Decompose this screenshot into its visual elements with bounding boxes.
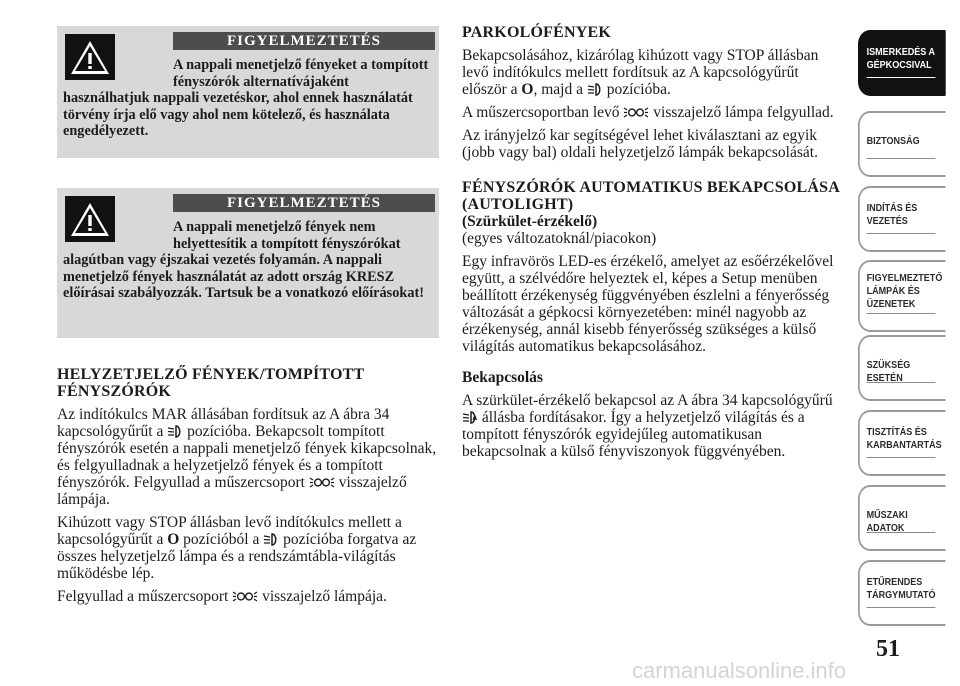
warning-triangle-icon [65, 34, 115, 80]
warning-body-text: alagútban vagy éjszakai vezetés folyamán. A nappali menetjelző fények használatát az adott ország KRESZ előírásai szabályozzák. Tartsuk be a vonatkozó előírásokat! [63, 252, 425, 301]
position-lights-icon [232, 590, 258, 603]
tab-maintenance[interactable]: TISZTÍTÁS ÉS KARBANTARTÁS [858, 410, 946, 476]
off-position-symbol: O [167, 531, 180, 548]
paragraph: Felgyullad a műszercsoport visszajelző lámpája. [57, 588, 387, 605]
warning-box-1 [57, 26, 439, 158]
tab-index[interactable]: ETŰRENDES TÁRGYMUTATÓ [858, 560, 946, 626]
paragraph: A szürkület-érzékelő bekapcsol az A ábra 34 kapcsológyűrű A állásba fordításakor. Így a helyzetjelző világítás és a tompított fényszórók egyidejűleg automatikusan bekapcsolnak a külső fényviszonyok függvényében. [462, 392, 833, 460]
warning-body-text: használhatjuk nappali vezetéskor, ahol ennek használatát törvény írja elő vagy ahol nem kötelező, és használata engedélyezett. [63, 90, 413, 139]
auto-light-icon [462, 411, 478, 424]
warning-box-2 [57, 188, 439, 338]
section-heading-parking-lights: PARKOLÓFÉNYEK [462, 24, 611, 41]
tab-safety[interactable]: BIZTONSÁG [858, 111, 946, 177]
off-position-symbol: O [521, 81, 534, 98]
tab-emergency[interactable]: SZÜKSÉG ESETÉN [858, 335, 946, 401]
right-column [462, 24, 847, 460]
position-lights-icon [309, 476, 335, 489]
subheading: (Szürkület-érzékelő) [462, 213, 598, 230]
warning-lead-text: A nappali menetjelző fényeket a tompított fényszórók alternatívájaként [173, 57, 429, 90]
svg-text:A: A [472, 415, 478, 422]
position-lights-icon [623, 106, 649, 119]
paragraph: Az indítókulcs MAR állásában fordítsuk az A ábra 34 kapcsológyűrűt a pozícióba. Bekapcsolt tompított fényszórók esetén a nappali menetjelző fények kikapcsolnak, és felgyulladnak a helyzetjelző fények és a tompított fényszórók. Felgyullad a műszercsoport visszajelző lámpája. [57, 406, 437, 508]
left-column [57, 366, 441, 605]
tab-starting-and-driving[interactable]: INDÍTÁS ÉS VEZETÉS [858, 186, 946, 252]
low-beam-icon [263, 533, 279, 546]
tab-warning-lights[interactable]: FIGYELMEZTETŐ LÁMPÁK ÉS ÜZENETEK [858, 260, 946, 332]
section-heading-position-lights: HELYZETJELZŐ FÉNYEK/TOMPÍTOTT FÉNYSZÓRÓK [57, 366, 365, 400]
paragraph: A műszercsoportban levő visszajelző lámpa felgyullad. [462, 104, 834, 121]
variant-note: (egyes változatoknál/piacokon) [462, 230, 657, 247]
page-number: 51 [876, 636, 900, 662]
low-beam-icon [587, 83, 603, 96]
warning-triangle-icon [65, 196, 115, 242]
paragraph: Kihúzott vagy STOP állásban levő indítókulcs mellett a kapcsológyűrűt a O pozícióból a pozícióba forgatva az összes helyzetjelző lámpa és a rendszámtábla-világítás működésbe lép. [57, 514, 417, 582]
section-heading-autolight: FÉNYSZÓRÓK AUTOMATIKUS BEKAPCSOLÁSA (AUTOLIGHT) [462, 179, 840, 213]
subheading-activation: Bekapcsolás [462, 369, 543, 386]
paragraph: Bekapcsolásához, kizárólag kihúzott vagy STOP állásban levő indítókulcs mellett fordítsuk az A kapcsológyűrűt először a O, majd a pozícióba. [462, 47, 819, 98]
warning-header: FIGYELMEZTETÉS [173, 194, 435, 212]
warning-lead-text: A nappali menetjelző fények nem helyettesítik a tompított fényszórókat [173, 219, 401, 252]
low-beam-icon [167, 425, 183, 438]
paragraph: Az irányjelző kar segítségével lehet kiválasztani az egyik (jobb vagy bal) oldali helyzetjelző lámpák bekapcsolását. [462, 127, 818, 161]
tab-technical-data[interactable]: MŰSZAKI ADATOK [858, 485, 946, 551]
tab-getting-to-know-car[interactable]: ISMERKEDÉS A GÉPKOCSIVAL [858, 30, 946, 96]
paragraph: Egy infravörös LED-es érzékelő, amelyet az esőérzékelővel együtt, a szélvédőre helyeztek el, képes a Setup menüben beállított érzékenység függvényében észlelni a fényerősség változását a gépkocsi környezetében: minél nagyobb az érzékenység, annál kisebb fényerősség szükséges a külső világítás automatikus bekapcsolásához. [462, 253, 834, 355]
warning-header: FIGYELMEZTETÉS [173, 32, 435, 50]
watermark: carmanualsonline.info [632, 658, 847, 683]
